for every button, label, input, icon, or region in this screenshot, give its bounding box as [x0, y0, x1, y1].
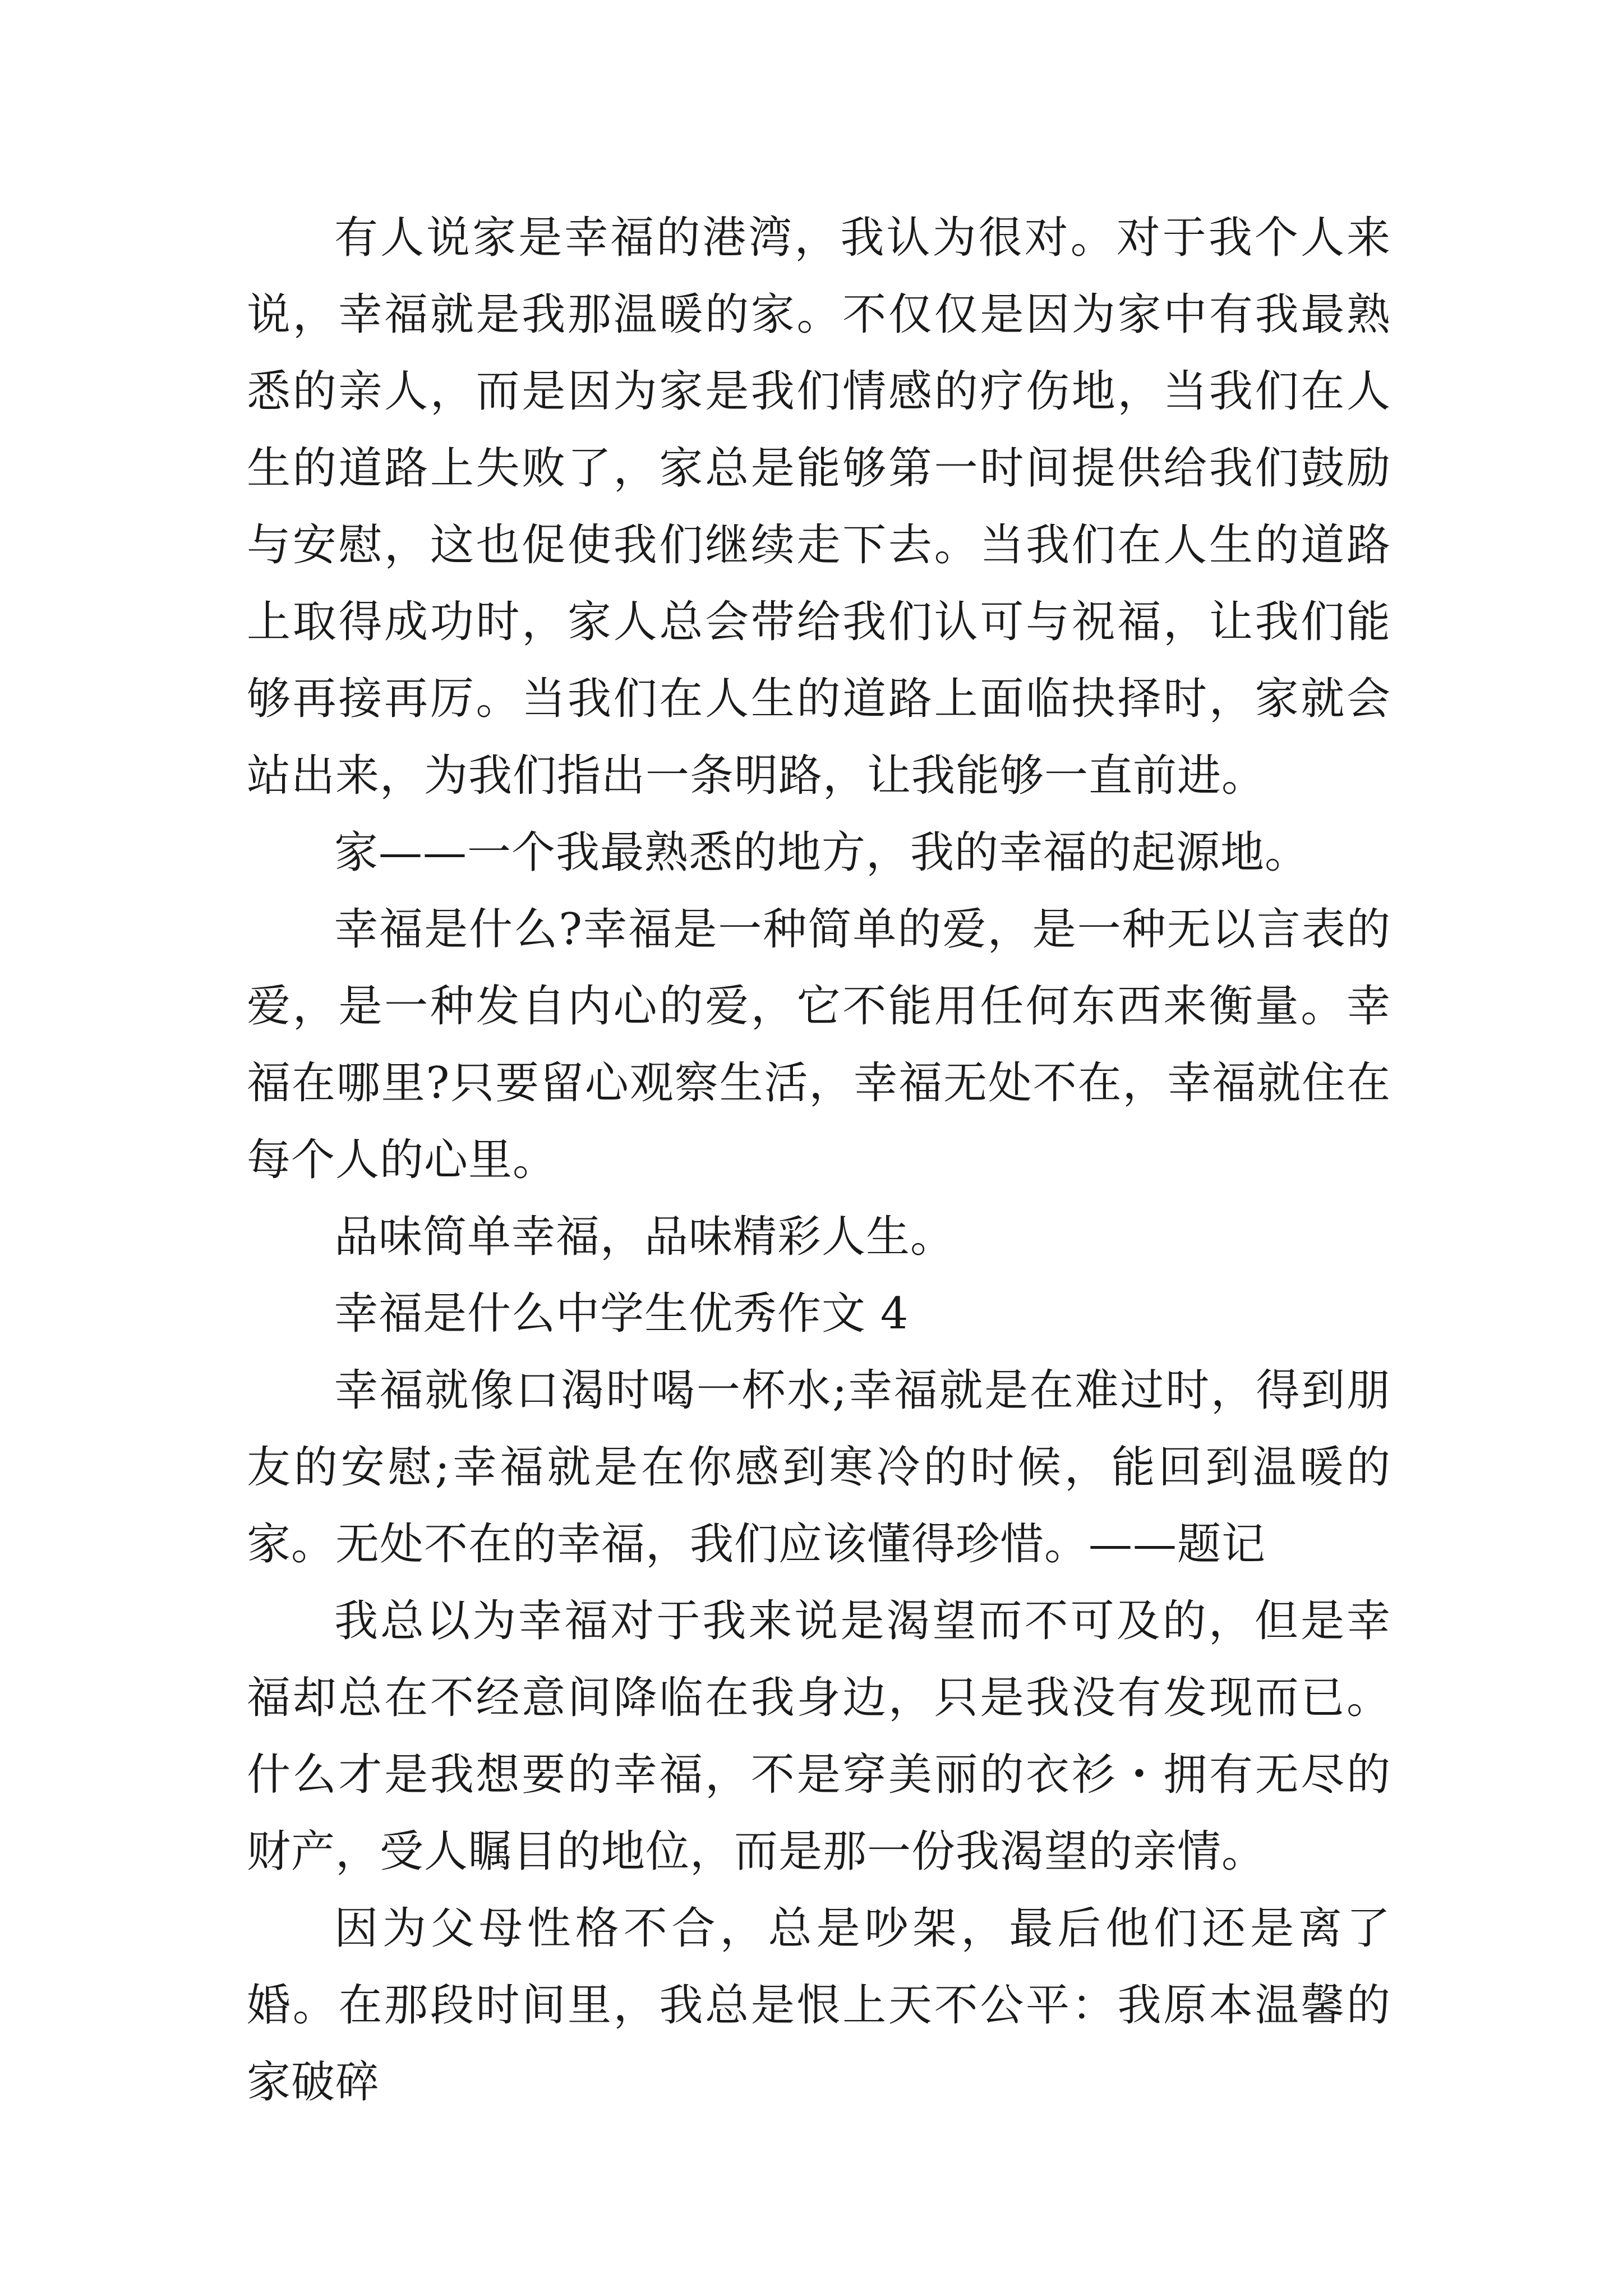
paragraph-epigraph: 幸福就像口渴时喝一杯水;幸福就是在难过时，得到朋友的安慰;幸福就是在你感到寒冷的时候，能回到温暖的家。无处不在的幸福，我们应该懂得珍惜。——题记	[247, 1365, 1391, 1570]
essay-body	[247, 200, 1391, 2121]
paragraph-what-is-happiness: 幸福是什么?幸福是一种简单的爱，是一种无以言表的爱，是一种发自内心的爱，它不能用任何东西来衡量。幸福在哪里?只要留心观察生活，幸福无处不在，幸福就住在每个人的心里。	[247, 904, 1391, 1185]
paragraph-home-origin: 家——一个我最熟悉的地方，我的幸福的起源地。	[334, 827, 1310, 878]
paragraph-parents-divorce: 因为父母性格不合，总是吵架，最后他们还是离了婚。在那段时间里，我总是恨上天不公平：我原本温馨的家破碎	[247, 1903, 1391, 2108]
paragraph-longing-family: 我总以为幸福对于我来说是渴望而不可及的，但是幸福却总在不经意间降临在我身边，只是我没有发现而已。什么才是我想要的幸福，不是穿美丽的衣衫・拥有无尽的财产，受人瞩目的地位，而是那一份我渴望的亲情。	[247, 1596, 1391, 1877]
paragraph-savor-life: 品味简单幸福，品味精彩人生。	[334, 1212, 955, 1262]
essay-heading-4: 幸福是什么中学生优秀作文 4	[334, 1289, 909, 1339]
paragraph-home-harbor: 有人说家是幸福的港湾，我认为很对。对于我个人来说，幸福就是我那温暖的家。不仅仅是因为家中有我最熟悉的亲人，而是因为家是我们情感的疗伤地，当我们在人生的道路上失败了，家总是能够第一时间提供给我们鼓励与安慰，这也促使我们继续走下去。当我们在人生的道路上取得成功时，家人总会带给我们认可与祝福，让我们能够再接再厉。当我们在人生的道路上面临抉择时，家就会站出来，为我们指出一条明路，让我能够一直前进。	[247, 213, 1391, 801]
